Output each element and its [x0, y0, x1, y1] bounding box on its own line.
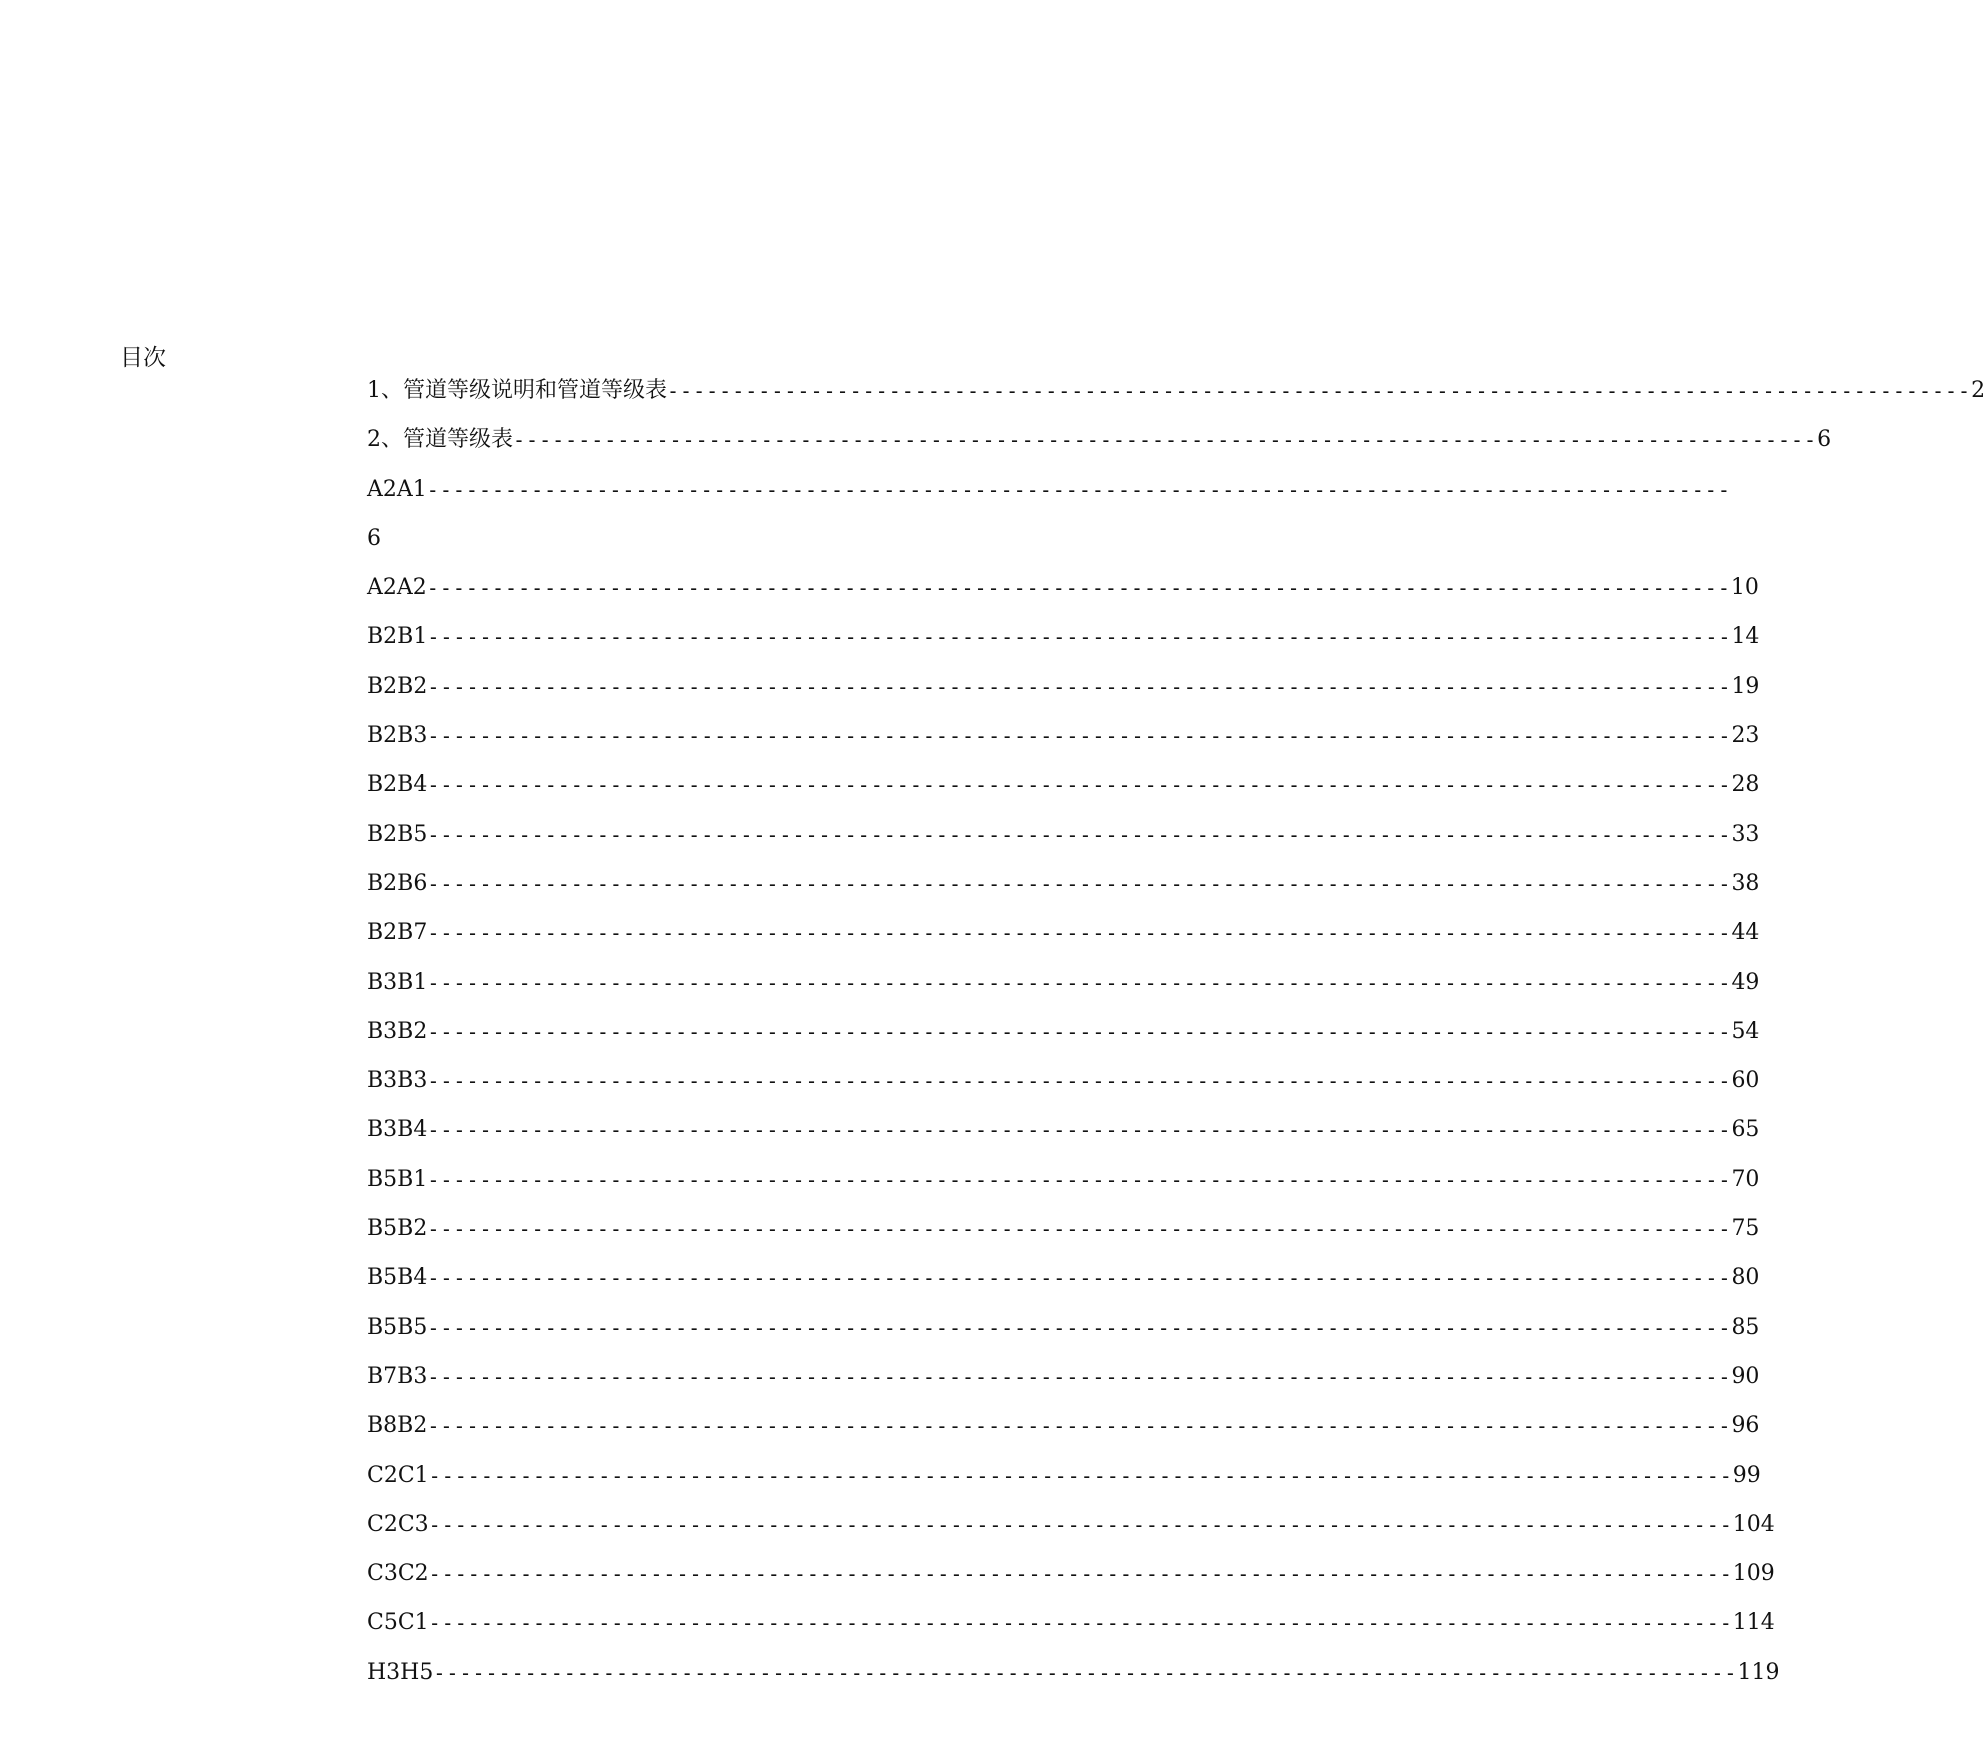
toc-entry-leader: ---------------------------------------------------------------------------------------------------- [427, 1118, 1732, 1143]
toc-entry-leader: ---------------------------------------------------------------------------------------------------- [427, 773, 1732, 798]
toc-entry[interactable] [367, 475, 1731, 524]
toc-entry-page: 28 [1731, 772, 1760, 798]
toc-entry-page: 114 [1732, 1610, 1775, 1636]
toc-entry-label: B5B5 [367, 1314, 428, 1340]
toc-entry-page: 14 [1731, 624, 1760, 650]
toc-entry-label: A2A2 [367, 575, 427, 601]
toc-entry-label: B5B4 [367, 1265, 428, 1291]
toc-entry-label: C3C2 [367, 1561, 429, 1587]
toc-entry-page: 38 [1731, 870, 1760, 896]
toc-entry[interactable] [367, 968, 1760, 1017]
toc-entry[interactable] [367, 1362, 1760, 1411]
toc-entry-continuation[interactable] [367, 524, 1127, 573]
toc-entry-label: B3B2 [367, 1018, 428, 1044]
toc-entry-leader: ---------------------------------------------------------------------------------------------------- [427, 1167, 1732, 1192]
toc-entry-leader: ---------------------------------------------------------------------------------------------------- [427, 1414, 1732, 1439]
toc-entry-page: 54 [1731, 1018, 1760, 1044]
toc-entry[interactable] [367, 770, 1760, 819]
toc-list [367, 376, 1985, 1707]
toc-entry[interactable] [367, 1313, 1760, 1362]
toc-entry-page: 99 [1732, 1462, 1761, 1488]
toc-entry-label: B7B3 [367, 1363, 428, 1389]
toc-entry-page: 19 [1731, 673, 1760, 699]
toc-entry-leader: ---------------------------------------------------------------------------------------------------- [433, 1660, 1738, 1685]
toc-entry[interactable] [367, 721, 1760, 770]
toc-entry-leader: ---------------------------------------------------------------------------------------------------- [427, 1019, 1732, 1044]
toc-entry-page: 104 [1732, 1511, 1775, 1537]
toc-entry-label: B2B4 [367, 772, 428, 798]
toc-entry-leader: ---------------------------------------------------------------------------------------------------- [513, 428, 1818, 453]
toc-entry[interactable] [367, 1510, 1775, 1559]
toc-entry-page: 6 [367, 525, 381, 551]
toc-entry-page: 109 [1732, 1561, 1775, 1587]
toc-entry-leader: ---------------------------------------------------------------------------------------------------- [427, 970, 1732, 995]
toc-entry-label: C5C1 [367, 1610, 429, 1636]
toc-entry-label: B5B1 [367, 1166, 428, 1192]
toc-entry-page: 23 [1731, 723, 1760, 749]
toc-entry[interactable] [367, 1411, 1760, 1460]
toc-heading: 目次 [120, 345, 166, 371]
toc-entry-leader: ---------------------------------------------------------------------------------------------------- [427, 1266, 1732, 1291]
toc-entry-label: B8B2 [367, 1413, 428, 1439]
toc-entry[interactable] [367, 1165, 1760, 1214]
toc-entry-page: 44 [1731, 920, 1760, 946]
toc-entry-label: B3B3 [367, 1068, 428, 1094]
toc-entry[interactable] [367, 1263, 1760, 1312]
toc-entry-label: H3H5 [367, 1659, 434, 1685]
toc-entry-page: 96 [1731, 1413, 1760, 1439]
toc-entry[interactable] [367, 573, 1759, 622]
toc-entry-page: 70 [1731, 1166, 1760, 1192]
toc-entry-label: B2B5 [367, 821, 428, 847]
toc-entry-label: 2、管道等级表 [367, 427, 513, 453]
toc-entry-leader: ---------------------------------------------------------------------------------------------------- [427, 1217, 1732, 1242]
toc-entry-leader: ---------------------------------------------------------------------------------------------------- [427, 674, 1732, 699]
toc-entry-page: 60 [1731, 1068, 1760, 1094]
toc-entry-leader: ---------------------------------------------------------------------------------------------------- [426, 477, 1731, 502]
toc-entry-leader: ---------------------------------------------------------------------------------------------------- [427, 1069, 1732, 1094]
toc-entry-leader: ---------------------------------------------------------------------------------------------------- [667, 379, 1972, 403]
toc-entry-page: 33 [1731, 821, 1760, 847]
toc-entry-label: B3B1 [367, 969, 428, 995]
toc-entry-leader: ---------------------------------------------------------------------------------------------------- [428, 1562, 1733, 1587]
toc-entry-label: C2C3 [367, 1511, 429, 1537]
toc-entry-leader: ---------------------------------------------------------------------------------------------------- [426, 576, 1731, 601]
toc-entry-leader: ---------------------------------------------------------------------------------------------------- [427, 822, 1732, 847]
toc-entry-page: 90 [1731, 1363, 1760, 1389]
toc-entry-page: 119 [1737, 1659, 1780, 1685]
toc-entry[interactable] [367, 1559, 1775, 1608]
toc-entry[interactable] [367, 672, 1760, 721]
toc-entry-page: 10 [1730, 575, 1759, 601]
toc-entry[interactable] [367, 1608, 1775, 1657]
toc-entry-page: 2 [1971, 378, 1985, 403]
toc-entry-leader: ---------------------------------------------------------------------------------------------------- [427, 1315, 1732, 1340]
toc-entry-leader: ---------------------------------------------------------------------------------------------------- [428, 1463, 1733, 1488]
toc-entry[interactable] [367, 820, 1760, 869]
toc-entry[interactable] [367, 869, 1760, 918]
toc-entry-leader: ---------------------------------------------------------------------------------------------------- [427, 871, 1732, 896]
toc-entry-page: 75 [1731, 1216, 1760, 1242]
toc-entry-label: B2B1 [367, 624, 428, 650]
toc-entry-leader: ---------------------------------------------------------------------------------------------------- [427, 724, 1732, 749]
toc-entry-leader: ---------------------------------------------------------------------------------------------------- [428, 1512, 1733, 1537]
toc-entry[interactable] [367, 376, 1985, 425]
toc-entry-leader: ---------------------------------------------------------------------------------------------------- [427, 921, 1732, 946]
toc-entry-label: B2B3 [367, 723, 428, 749]
toc-entry-leader: ---------------------------------------------------------------------------------------------------- [428, 1611, 1733, 1636]
toc-entry-page: 65 [1731, 1117, 1760, 1143]
toc-entry-label: B2B7 [367, 920, 428, 946]
toc-entry-page: 85 [1731, 1314, 1760, 1340]
toc-entry[interactable] [367, 425, 1832, 474]
toc-entry[interactable] [367, 1658, 1780, 1707]
toc-entry-label: C2C1 [367, 1462, 429, 1488]
toc-entry[interactable] [367, 1066, 1760, 1115]
toc-entry[interactable] [367, 1214, 1760, 1263]
toc-entry-label: A2A1 [367, 476, 427, 502]
toc-entry-label: B2B2 [367, 673, 428, 699]
toc-entry[interactable] [367, 1461, 1761, 1510]
toc-entry-page: 80 [1731, 1265, 1760, 1291]
toc-entry-label: B2B6 [367, 870, 428, 896]
toc-entry[interactable] [367, 1115, 1760, 1164]
toc-entry-leader: ---------------------------------------------------------------------------------------------------- [427, 1364, 1732, 1389]
toc-entry-leader: ---------------------------------------------------------------------------------------------------- [427, 625, 1732, 650]
toc-entry-label: B5B2 [367, 1216, 428, 1242]
toc-entry-label: B3B4 [367, 1117, 428, 1143]
toc-entry-label: 1、管道等级说明和管道等级表 [367, 378, 667, 403]
toc-entry-page: 49 [1731, 969, 1760, 995]
toc-entry-page: 6 [1817, 427, 1832, 453]
toc-entry[interactable] [367, 918, 1760, 967]
toc-entry[interactable] [367, 1017, 1760, 1066]
toc-entry[interactable] [367, 622, 1760, 671]
